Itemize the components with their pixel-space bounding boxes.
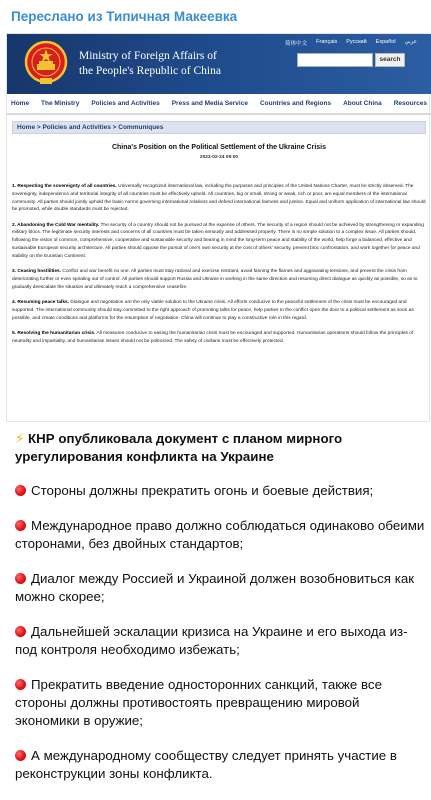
nav-item-home[interactable]: Home (11, 100, 30, 107)
document-paragraph (12, 268, 426, 291)
nav-item-about-china[interactable]: About China (343, 100, 382, 107)
list-item (15, 517, 425, 553)
paragraph-text: Dialogue and negotiation are the only viable solution to the Ukraine crisis. All efforts conducive to the peaceful settlement of the crisis must be encouraged and supported. The international community should stay committed to the right approach of promoting talks for peace, help parties to the conflict open the door to a political settlement as soon as possible, and create conditions and platforms for the resumption of negotiation. China will continue to play a constructive role in this regard. (12, 300, 414, 321)
document-paragraph (12, 299, 426, 322)
document-paragraph (12, 222, 426, 261)
list-item-text: Диалог между Россией и Украиной должен возобновиться как можно скорее; (15, 571, 415, 604)
lang-link-french[interactable]: Français (316, 39, 338, 45)
ministry-line-1: Ministry of Foreign Affairs of (79, 50, 217, 62)
paragraph-text: Conflict and war benefit no one. All parties must stay rational and exercise restraint, avoid fanning the flames and aggravating tensions, and prevent the crisis from deteriorating further or even spiraling out of control. All parties should support Russia and Ukraine in working in the same direction and resuming direct dialogue as quickly as possible, so as to gradually deescalate the situation and ultimately reach a comprehensive ceasefire. (12, 269, 418, 290)
list-item-text: А международному сообществу следует принять участие в реконструкции зоны конфликта. (15, 748, 397, 781)
site-search-button[interactable]: search (375, 53, 405, 67)
list-item-text: Прекратить введение односторонних санкций, также все стороны должны противостоять превращению мировой экономики в оружие; (15, 677, 382, 728)
document-paragraph (12, 183, 426, 214)
headline-text: КНР опубликовала документ с планом мирного урегулирования конфликта на Украине (15, 431, 343, 464)
paragraph-heading: 2. Abandoning the Cold War mentality. (12, 222, 100, 228)
paragraph-heading: 1. Respecting the sovereignty of all countries. (12, 184, 117, 189)
paragraph-heading: 4. Resuming peace talks. (12, 300, 70, 306)
paragraph-heading: 3. Ceasing hostilities. (12, 269, 62, 275)
nav-divider (7, 113, 431, 115)
document-title: China's Position on the Political Settlement of the Ukraine Crisis (111, 144, 327, 151)
list-item (15, 747, 425, 783)
language-links (285, 39, 417, 47)
paragraph-text: The security of a country should not be pursued at the expense of others. The security of a region should not be achieved by strengthening or expanding military blocs. The legitimate security interests and concerns of all countries must be taken seriously and addressed properly. There is no simple solution to a complex issue. All parties should, following the vision of common, comprehensive, cooperative and sustainable security and bearing in mind the long-term peace and stability of the world, help forge a balanced, effective and sustainable European security architecture. All parties should oppose the pursuit of one's own security at the cost of others' security, prevent bloc confrontation, and work together for peace and stability on the Eurasian Continent. (12, 222, 424, 259)
red-circle-icon (15, 520, 26, 531)
site-nav (7, 96, 431, 111)
document-paragraph (12, 330, 426, 346)
red-circle-icon (15, 573, 26, 584)
list-item-text: Стороны должны прекратить огонь и боевые действия; (31, 483, 374, 498)
breadcrumb[interactable]: Home > Policies and Activities > Communiques (12, 121, 426, 134)
red-circle-icon (15, 750, 26, 761)
document-date: 2023-02-24 09:00 (199, 155, 239, 160)
red-circle-icon (15, 485, 26, 496)
nav-item-resources[interactable]: Resources (393, 100, 427, 107)
paragraph-text: All measures conducive to easing the humanitarian crisis must be encouraged and supported. Humanitarian operations should follow the principles of neutrality and impartiality, and humanitarian issues should not be politicized. The safety of civilians must be effectively protected. (12, 330, 414, 344)
site-banner (7, 34, 431, 94)
nav-item-ministry[interactable]: The Ministry (41, 100, 80, 107)
list-item (15, 676, 425, 730)
ministry-line-2: the People's Republic of China (79, 65, 221, 77)
message-headline (15, 430, 425, 466)
message-text (15, 430, 425, 800)
forwarded-from-label[interactable]: Переслано из Типичная Макеевка (11, 9, 238, 24)
lightning-icon: ⚡ (15, 431, 25, 446)
red-circle-icon (15, 626, 26, 637)
lang-link-spanish[interactable]: Español (375, 39, 396, 45)
lang-link-chinese[interactable]: 简体中文 (285, 41, 308, 47)
paragraph-heading: 5. Resolving the humanitarian crisis. (12, 330, 96, 336)
list-item (15, 482, 425, 500)
nav-item-countries[interactable]: Countries and Regions (259, 100, 332, 107)
nav-item-press[interactable]: Press and Media Service (171, 100, 248, 107)
list-item (15, 570, 425, 606)
paragraph-text: Universally recognized international law, including the purposes and principles of the United Nations Charter, must be strictly observed. The sovereignty, independence and territorial integrity of all countries must be effectively upheld. All countries, big or small, strong or weak, rich or poor, are equal members of the international community. All parties should jointly uphold the basic norms governing international relations and defend international fairness and justice. Equal and uniform application of international law should be promoted, while double standards must be rejected. (12, 184, 426, 213)
document-body (12, 183, 426, 353)
list-item (15, 623, 425, 659)
list-item-text: Международное право должно соблюдаться одинаково обеими сторонами, без двойных стандартов; (15, 518, 425, 551)
red-circle-icon (15, 679, 26, 690)
national-emblem-icon (24, 40, 68, 88)
nav-item-policies[interactable]: Policies and Activities (91, 100, 160, 107)
ministry-name (79, 49, 221, 79)
list-item-text: Дальнейшей эскалации кризиса на Украине и его выхода из-под контроля необходимо избежать; (15, 624, 408, 657)
embedded-screenshot[interactable] (6, 33, 430, 422)
site-search-input[interactable] (297, 53, 373, 67)
lang-link-arabic[interactable]: عربي (404, 39, 417, 45)
lang-link-russian[interactable]: Русский (346, 39, 367, 45)
